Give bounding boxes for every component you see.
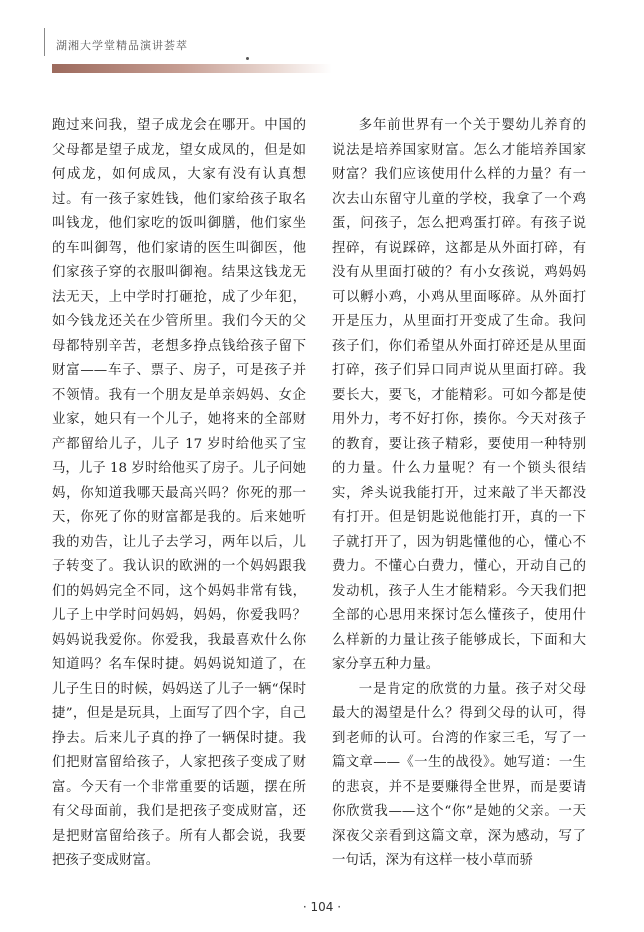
header-divider bbox=[44, 28, 45, 56]
paragraph: 多年前世界有一个关于婴幼儿养育的说法是培养国家财富。怎么才能培养国家财富？我们应该使用什么样的力量？有一次去山东留守儿童的学校，我拿了一个鸡蛋，问孩子，怎么把鸡蛋打碎。有孩子说捏碎，有说踩碎，这都是从外面打碎，有没有从里面打破的？有小女孩说，鸡妈妈可以孵小鸡，小鸡从里面啄碎。从外面打开是压力，从里面打开变成了生命。我问孩子们，你们希望从外面打碎还是从里面打碎，孩子们异口同声说从里面打碎。我要长大，要飞，才能精彩。可如今都是使用外力，考不好打你，揍你。今天对孩子的教育，要让孩子精彩，要使用一种特别的力量。什么力量呢？有一个锁头很结实，斧头说我能打开，过来敲了半天都没有打开。但是钥匙说他能打开，真的一下子就打开了，因为钥匙懂他的心，懂心不费力。不懂心白费力，懂心，开动自己的发动机，孩子人生才能精彩。今天我们把全部的心思用来探讨怎么懂孩子，使用什么样新的力量让孩子能够成长，下面和大家分享五种力量。 bbox=[332, 118, 586, 672]
right-column bbox=[332, 114, 586, 874]
paragraph: 跑过来问我，望子成龙会在哪开。中国的父母都是望子成龙，望女成凤的，但是如何成龙，如何成凤，大家有没有认真想过。有一孩子家姓钱，他们家给孩子取名叫钱龙，他们家吃的饭叫御膳，他们家坐的车叫御驾，他们家请的医生叫御医，他们家孩子穿的衣服叫御袍。结果这钱龙无法无天，上中学时打砸抢，成了少年犯，如今钱龙还关在少管所里。我们今天的父母都特别辛苦，老想多挣点钱给孩子留下财富——车子、票子、房子，可是孩子并不领情。我有一个朋友是单亲妈妈、女企业家，她只有一个儿子，她将来的全部财产都留给儿子，儿子 17 岁时给他买了宝马，儿子 18 岁时给他买了房子。儿子问她妈，你知道我哪天最高兴吗？你死的那一天，你死了你的财富都是我的。后来她听我的劝告，让儿子去学习，两年以后，儿子转变了。我认识的欧洲的一个妈妈跟我们的妈妈完全不同，这个妈妈非常有钱，儿子上中学时问妈妈，妈妈，你爱我吗？妈妈说我爱你。你爱我，我最喜欢什么你知道吗？名车保时捷。妈妈说知道了，在儿子生日的时候，妈妈送了儿子一辆“保时捷”，但是是玩具，上面写了四个字，自己挣去。后来儿子真的挣了一辆保时捷。我们把财富留给孩子，人家把孩子变成了财富。今天有一个非常重要的话题，摆在所有父母面前，我们是把孩子变成财富，还是把财富留给孩子。所有人都会说，我要把孩子变成财富。 bbox=[52, 118, 306, 868]
page-number: · 104 · bbox=[302, 900, 342, 914]
running-header bbox=[0, 0, 644, 80]
header-gradient-bar bbox=[52, 64, 332, 73]
header-dot bbox=[246, 57, 249, 60]
header-title: 湖湘大学堂精品演讲荟萃 bbox=[56, 39, 188, 52]
left-column bbox=[52, 114, 306, 874]
paragraph: 一是肯定的欣赏的力量。孩子对父母最大的渴望是什么？得到父母的认可，得到老师的认可。台湾的作家三毛，写了一篇文章——《一生的战役》。她写道：一生的悲哀，并不是要赚得全世界，而是要请你欣赏我——这个“你”是她的父亲。一天深夜父亲看到这篇文章，深为感动，写了一句话，深为有这样一枝小草而骄 bbox=[332, 681, 586, 868]
